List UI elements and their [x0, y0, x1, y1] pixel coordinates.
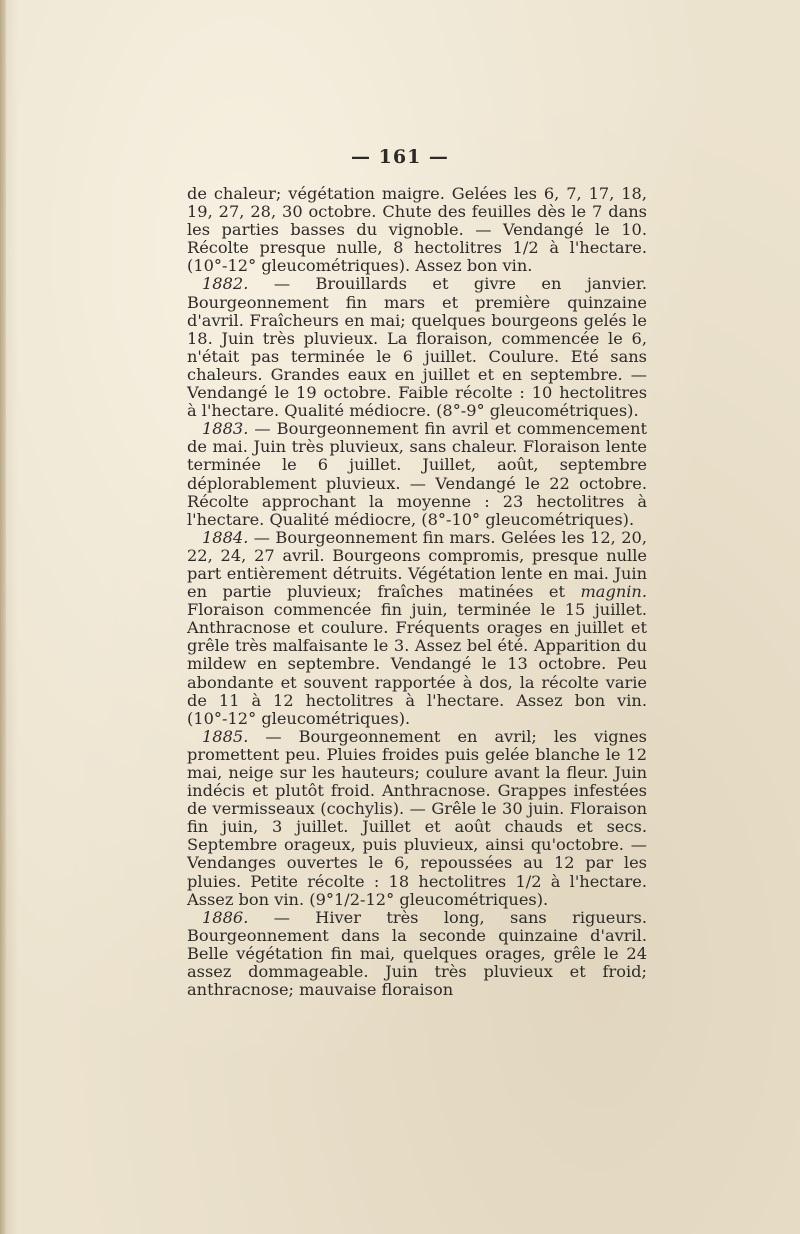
paragraph-text: de chaleur; végétation maigre. Gelées les 6, 7, 17, 18, 19, 27, 28, 30 octobre. Chute des feuilles dès le 7 dans les parties basses du vignoble. — Vendangé le 10. Récolte presque nulle, 8 hectolitres 1/2 à l'hectare. (10°-12° gleucométriques). Assez bon vin. [187, 184, 647, 276]
emphasized-word: magnin. [580, 582, 647, 602]
paragraph-1883 [187, 420, 647, 529]
page-number: — 161 — [351, 146, 449, 168]
year-label: 1883. [202, 419, 249, 439]
paragraph-text: — Hiver très long, sans rigueurs. Bourgeonnement dans la seconde quinzaine d'avril. Belle végétation fin mai, quelques orages, grêle le 24 assez dommageable. Juin très pluvieux et froid; anthracnose; mauvaise floraison [187, 907, 647, 1000]
paragraph-1884 [187, 529, 647, 728]
year-label: 1882. [202, 274, 249, 294]
paragraph-text: — Bourgeonnement fin mars. Gelées les 12, 20, 22, 24, 27 avril. Bourgeons compromis, presque nulle part entièrement détruits. Végétation lente en mai. Juin en partie pluvieux; fraîches matinées et [187, 527, 647, 602]
year-label: 1884. [202, 527, 249, 547]
paragraph-text: — Brouillards et givre en janvier. Bourgeonnement fin mars et première quinzaine d'avril. Fraîcheurs en mai; quelques bourgeons gelés le 18. Juin très pluvieux. La floraison, commencée le 6, n'était pas terminée le 6 juillet. Coulure. Eté sans chaleurs. Grandes eaux en juillet et en septembre. — Vendangé le 19 octobre. Faible récolte : 10 hectolitres à l'hectare. Qualité médiocre. (8°-9° gleucométriques). [187, 274, 647, 421]
page-binding-edge [0, 0, 6, 1234]
text-body [187, 185, 647, 999]
paragraph-text: — Bourgeonnement en avril; les vignes promettent peu. Pluies froides puis gelée blanche le 12 mai, neige sur les hauteurs; coulure avant la fleur. Juin indécis et plutôt froid. Anthracnose. Grappes infestées de vermisseaux (cochylis). — Grêle le 30 juin. Floraison fin juin, 3 juillet. Juillet et août chauds et secs. Septembre orageux, puis pluvieux, ainsi qu'octobre. — Vendanges ouvertes le 6, repoussées au 12 par les pluies. Petite récolte : 18 hectolitres 1/2 à l'hectare. Assez bon vin. (9°1/2-12° gleucométriques). [187, 726, 647, 909]
year-label: 1886. [202, 907, 249, 927]
year-label: 1885. [202, 726, 249, 746]
paragraph-1882 [187, 275, 647, 420]
paragraph-1886 [187, 909, 647, 999]
paragraph-1885 [187, 728, 647, 909]
paragraph-continuation [187, 185, 647, 275]
paragraph-text: Floraison commencée fin juin, terminée le 15 juillet. Anthracnose et coulure. Fréquents orages en juillet et grêle très malfaisante le 3. Assez bel été. Apparition du mildew en septembre. Vendangé le 13 octobre. Peu abondante et souvent rapportée à dos, la récolte varie de 11 à 12 hectolitres à l'hectare. Assez bon vin. (10°-12° gleucométriques). [187, 600, 647, 728]
paragraph-text: — Bourgeonnement fin avril et commencement de mai. Juin très pluvieux, sans chaleur. Floraison lente terminée le 6 juillet. Juillet, août, septembre déplorablement pluvieux. — Vendangé le 22 octobre. Récolte approchant la moyenne : 23 hectolitres à l'hectare. Qualité médiocre, (8°-10° gleucométriques). [187, 419, 647, 529]
